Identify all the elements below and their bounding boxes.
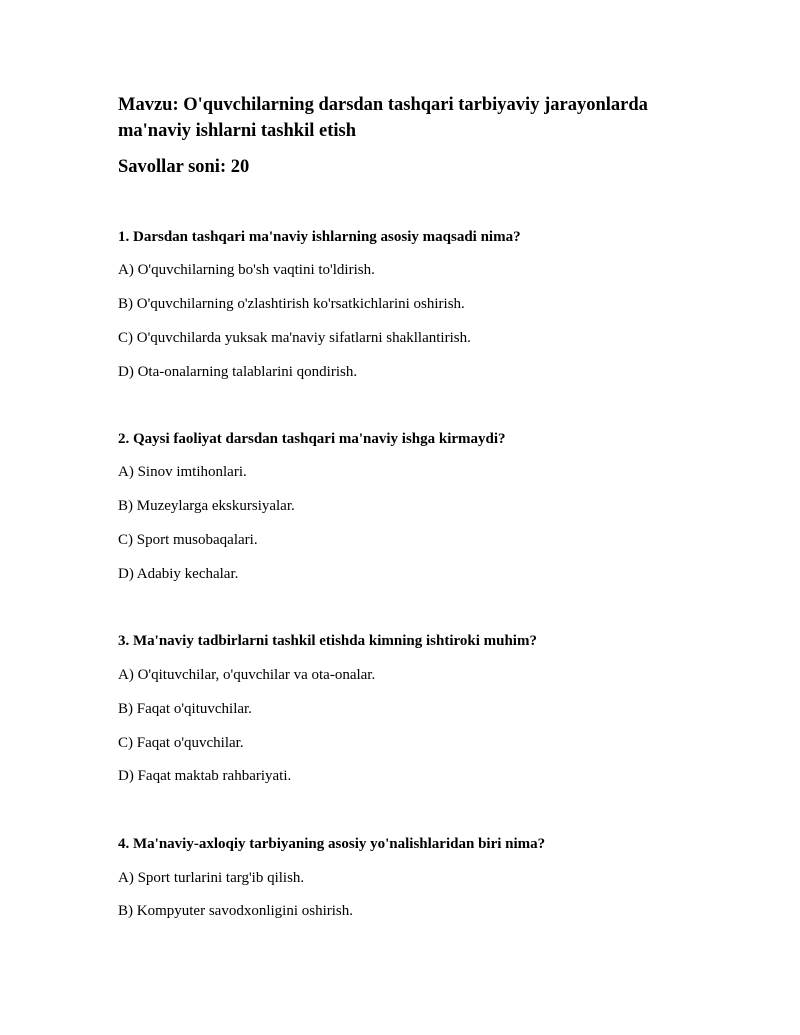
question-1: 1. Darsdan tashqari ma'naviy ishlarning asosiy maqsadi nima? <box>118 229 521 245</box>
question-count: Savollar soni: 20 <box>118 157 250 177</box>
question-3-option-d: D) Faqat maktab rahbariyati. <box>118 768 292 784</box>
question-2-option-d: D) Adabiy kechalar. <box>118 566 239 582</box>
question-4: 4. Ma'naviy-axloqiy tarbiyaning asosiy yo'nalishlaridan biri nima? <box>118 836 546 852</box>
question-1-option-d: D) Ota-onalarning talablarini qondirish. <box>118 364 358 380</box>
question-4-option-a: A) Sport turlarini targ'ib qilish. <box>118 870 305 886</box>
question-2-option-c: C) Sport musobaqalari. <box>118 532 258 548</box>
question-1-option-c: C) O'quvchilarda yuksak ma'naviy sifatlarni shakllantirish. <box>118 330 471 346</box>
question-1-option-a: A) O'quvchilarning bo'sh vaqtini to'ldirish. <box>118 262 375 278</box>
question-2-option-b: B) Muzeylarga ekskursiyalar. <box>118 498 295 514</box>
question-3-option-c: C) Faqat o'quvchilar. <box>118 735 244 751</box>
page-title: Mavzu: O'quvchilarning darsdan tashqari tarbiyaviy jarayonlarda ma'naviy ishlarni tashkil etish <box>118 95 648 141</box>
question-4-option-b: B) Kompyuter savodxonligini oshirish. <box>118 903 353 919</box>
question-3-option-a: A) O'qituvchilar, o'quvchilar va ota-onalar. <box>118 667 376 683</box>
question-2: 2. Qaysi faoliyat darsdan tashqari ma'naviy ishga kirmaydi? <box>118 431 506 447</box>
question-3-option-b: B) Faqat o'qituvchilar. <box>118 701 252 717</box>
question-3: 3. Ma'naviy tadbirlarni tashkil etishda kimning ishtiroki muhim? <box>118 633 537 649</box>
question-1-option-b: B) O'quvchilarning o'zlashtirish ko'rsatkichlarini oshirish. <box>118 296 465 312</box>
question-2-option-a: A) Sinov imtihonlari. <box>118 464 247 480</box>
